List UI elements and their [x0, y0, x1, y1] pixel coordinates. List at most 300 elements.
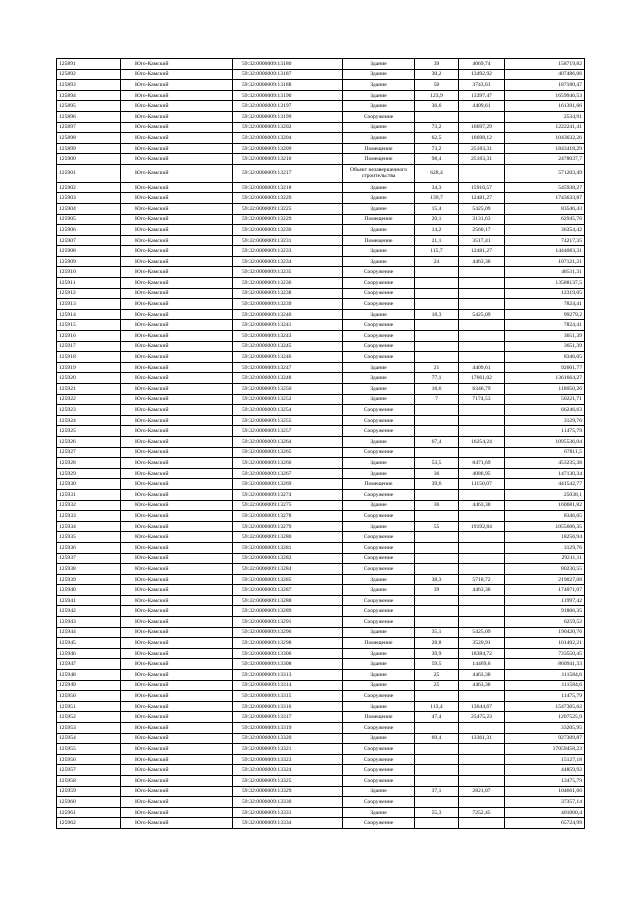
district-cell: Юго-Камский: [121, 458, 233, 469]
object-type-cell: Здание: [343, 807, 415, 818]
cadastral-value-cell: 7824,41: [505, 299, 585, 310]
district-cell: Юго-Камский: [121, 225, 233, 236]
cadastral-number-cell: 59:32:0000009:13209: [233, 143, 343, 154]
table-row: [57, 143, 585, 154]
cadastral-value-cell: 83546,43: [505, 203, 585, 214]
table-row: [57, 436, 585, 447]
row-number-cell: 125918: [57, 352, 121, 363]
unit-value-cell: 15916,57: [459, 182, 505, 193]
district-cell: Юго-Камский: [121, 341, 233, 352]
cadastral-value-cell: 8346,05: [505, 511, 585, 522]
table-row: [57, 765, 585, 776]
area-cell: [415, 542, 459, 553]
object-type-cell: Сооружение: [343, 765, 415, 776]
cadastral-number-cell: 59:32:0000009:13204: [233, 133, 343, 144]
object-type-cell: Сооружение: [343, 797, 415, 808]
row-number-cell: 125931: [57, 489, 121, 500]
row-number-cell: 125949: [57, 680, 121, 691]
area-cell: [415, 797, 459, 808]
row-number-cell: 125901: [57, 164, 121, 182]
cadastral-value-cell: 160681,82: [505, 500, 585, 511]
table-row: [57, 723, 585, 734]
object-type-cell: Сооружение: [343, 775, 415, 786]
row-number-cell: 125961: [57, 807, 121, 818]
cadastral-number-cell: 59:32:0000009:13254: [233, 405, 343, 416]
district-cell: Юго-Камский: [121, 143, 233, 154]
unit-value-cell: 16697,29: [459, 122, 505, 133]
area-cell: 7: [415, 394, 459, 405]
row-number-cell: 125951: [57, 701, 121, 712]
object-type-cell: Здание: [343, 521, 415, 532]
object-type-cell: Здание: [343, 733, 415, 744]
cadastral-number-cell: 59:32:0000009:13229: [233, 214, 343, 225]
unit-value-cell: 3743,61: [459, 80, 505, 91]
table-row: [57, 659, 585, 670]
unit-value-cell: [459, 415, 505, 426]
cadastral-value-cell: 66246,63: [505, 405, 585, 416]
cadastral-number-cell: 59:32:0000009:13245: [233, 341, 343, 352]
cadastral-value-cell: 219027,08: [505, 574, 585, 585]
cadastral-value-cell: 3651,39: [505, 331, 585, 342]
unit-value-cell: 25475,23: [459, 712, 505, 723]
row-number-cell: 125910: [57, 267, 121, 278]
unit-value-cell: [459, 299, 505, 310]
cadastral-number-cell: 59:32:0000009:13325: [233, 775, 343, 786]
area-cell: 47,4: [415, 712, 459, 723]
cadastral-number-cell: 59:32:0000009:13285: [233, 574, 343, 585]
table-row: [57, 733, 585, 744]
area-cell: 139,7: [415, 193, 459, 204]
unit-value-cell: [459, 489, 505, 500]
cadastral-number-cell: 59:32:0000009:13246: [233, 352, 343, 363]
row-number-cell: 125923: [57, 405, 121, 416]
district-cell: Юго-Камский: [121, 606, 233, 617]
cadastral-number-cell: 59:32:0000009:13278: [233, 511, 343, 522]
table-row: [57, 193, 585, 204]
table-row: [57, 267, 585, 278]
cadastral-value-cell: 111584,6: [505, 680, 585, 691]
object-type-cell: Здание: [343, 203, 415, 214]
district-cell: Юго-Камский: [121, 203, 233, 214]
unit-value-cell: 5425,09: [459, 203, 505, 214]
cadastral-number-cell: 59:32:0000009:13217: [233, 164, 343, 182]
object-type-cell: Сооружение: [343, 288, 415, 299]
object-type-cell: Здание: [343, 394, 415, 405]
unit-value-cell: [459, 542, 505, 553]
table-row: [57, 670, 585, 681]
unit-value-cell: [459, 111, 505, 122]
object-type-cell: Здание: [343, 384, 415, 395]
cadastral-value-cell: 190420,76: [505, 627, 585, 638]
district-cell: Юго-Камский: [121, 723, 233, 734]
object-type-cell: Сооружение: [343, 723, 415, 734]
cadastral-value-cell: 3129,76: [505, 542, 585, 553]
object-type-cell: Здание: [343, 786, 415, 797]
cadastral-number-cell: 59:32:0000009:13230: [233, 225, 343, 236]
cadastral-value-cell: 15127,18: [505, 754, 585, 765]
district-cell: Юго-Камский: [121, 288, 233, 299]
table-row: [57, 225, 585, 236]
row-number-cell: 125960: [57, 797, 121, 808]
row-number-cell: 125905: [57, 214, 121, 225]
district-cell: Юго-Камский: [121, 733, 233, 744]
cadastral-value-cell: 104661,66: [505, 786, 585, 797]
table-row: [57, 122, 585, 133]
row-number-cell: 125950: [57, 691, 121, 702]
row-number-cell: 125958: [57, 775, 121, 786]
area-cell: 50: [415, 80, 459, 91]
district-cell: Юго-Камский: [121, 193, 233, 204]
object-type-cell: Сооружение: [343, 267, 415, 278]
row-number-cell: 125891: [57, 59, 121, 70]
table-row: [57, 511, 585, 522]
cadastral-number-cell: 59:32:0000009:13199: [233, 111, 343, 122]
cadastral-number-cell: 59:32:0000009:13314: [233, 680, 343, 691]
cadastral-value-cell: 187180,47: [505, 80, 585, 91]
table-row: [57, 638, 585, 649]
table-row: [57, 69, 585, 80]
area-cell: 55,3: [415, 807, 459, 818]
area-cell: 73,2: [415, 122, 459, 133]
table-row: [57, 701, 585, 712]
district-cell: Юго-Камский: [121, 133, 233, 144]
district-cell: Юго-Камский: [121, 807, 233, 818]
district-cell: Юго-Камский: [121, 574, 233, 585]
district-cell: Юго-Камский: [121, 373, 233, 384]
table-row: [57, 574, 585, 585]
row-number-cell: 125913: [57, 299, 121, 310]
cadastral-number-cell: 59:32:0000009:13298: [233, 638, 343, 649]
cadastral-value-cell: 25038,1: [505, 489, 585, 500]
object-type-cell: Сооружение: [343, 426, 415, 437]
district-cell: Юго-Камский: [121, 712, 233, 723]
district-cell: Юго-Камский: [121, 659, 233, 670]
row-number-cell: 125940: [57, 585, 121, 596]
table-row: [57, 744, 585, 755]
cadastral-value-cell: 1043632,26: [505, 133, 585, 144]
unit-value-cell: [459, 797, 505, 808]
table-row: [57, 818, 585, 829]
unit-value-cell: [459, 447, 505, 458]
cadastral-value-cell: 11475,79: [505, 426, 585, 437]
cadastral-value-cell: 29211,11: [505, 553, 585, 564]
district-cell: Юго-Камский: [121, 246, 233, 257]
area-cell: [415, 447, 459, 458]
area-cell: 39,6: [415, 479, 459, 490]
cadastral-value-cell: 13588137,5: [505, 278, 585, 289]
object-type-cell: Сооружение: [343, 532, 415, 543]
cadastral-value-cell: 545938,27: [505, 182, 585, 193]
unit-value-cell: [459, 595, 505, 606]
object-type-cell: Здание: [343, 101, 415, 112]
area-cell: 38,3: [415, 574, 459, 585]
row-number-cell: 125959: [57, 786, 121, 797]
cadastral-value-cell: 158719,82: [505, 59, 585, 70]
cadastral-number-cell: 59:32:0000009:13248: [233, 373, 343, 384]
cadastral-value-cell: 407486,06: [505, 69, 585, 80]
unit-value-cell: 19192,84: [459, 521, 505, 532]
table-row: [57, 797, 585, 808]
cadastral-number-cell: 59:32:0000009:13252: [233, 394, 343, 405]
cadastral-value-cell: 107121,21: [505, 256, 585, 267]
cadastral-value-cell: 441542,77: [505, 479, 585, 490]
area-cell: 59,5: [415, 659, 459, 670]
table-row: [57, 341, 585, 352]
district-cell: Юго-Камский: [121, 489, 233, 500]
cadastral-value-cell: 1743633,87: [505, 193, 585, 204]
object-type-cell: Здание: [343, 246, 415, 257]
district-cell: Юго-Камский: [121, 278, 233, 289]
table-row: [57, 320, 585, 331]
area-cell: [415, 744, 459, 755]
unit-value-cell: 2560,17: [459, 225, 505, 236]
row-number-cell: 125926: [57, 436, 121, 447]
cadastral-value-cell: 62945,76: [505, 214, 585, 225]
object-type-cell: Сооружение: [343, 511, 415, 522]
area-cell: 25: [415, 680, 459, 691]
area-cell: 34,3: [415, 182, 459, 193]
table-row: [57, 617, 585, 628]
district-cell: Юго-Камский: [121, 468, 233, 479]
area-cell: 25: [415, 670, 459, 681]
table-row: [57, 754, 585, 765]
object-type-cell: Здание: [343, 574, 415, 585]
area-cell: [415, 606, 459, 617]
cadastral-number-cell: 59:32:0000009:13264: [233, 436, 343, 447]
object-type-cell: Сооружение: [343, 415, 415, 426]
row-number-cell: 125903: [57, 193, 121, 204]
area-cell: 39: [415, 585, 459, 596]
area-cell: 18,3: [415, 309, 459, 320]
cadastral-number-cell: 59:32:0000009:13289: [233, 606, 343, 617]
object-type-cell: Сооружение: [343, 352, 415, 363]
object-type-cell: Здание: [343, 458, 415, 469]
cadastral-number-cell: 59:32:0000009:13235: [233, 267, 343, 278]
unit-value-cell: 16254,24: [459, 436, 505, 447]
unit-value-cell: [459, 564, 505, 575]
cadastral-number-cell: 59:32:0000009:13266: [233, 458, 343, 469]
area-cell: 53,5: [415, 458, 459, 469]
area-cell: [415, 617, 459, 628]
district-cell: Юго-Камский: [121, 670, 233, 681]
unit-value-cell: [459, 331, 505, 342]
district-cell: Юго-Камский: [121, 214, 233, 225]
table-row: [57, 807, 585, 818]
row-number-cell: 125902: [57, 182, 121, 193]
district-cell: Юго-Камский: [121, 648, 233, 659]
cadastral-value-cell: 99279,2: [505, 309, 585, 320]
object-type-cell: Здание: [343, 193, 415, 204]
object-type-cell: Помещение: [343, 214, 415, 225]
cadastral-value-cell: 12319,05: [505, 288, 585, 299]
table-row: [57, 786, 585, 797]
district-cell: Юго-Камский: [121, 164, 233, 182]
object-type-cell: Сооружение: [343, 595, 415, 606]
unit-value-cell: [459, 278, 505, 289]
cadastral-value-cell: 18256,94: [505, 532, 585, 543]
area-cell: [415, 818, 459, 829]
district-cell: Юго-Камский: [121, 384, 233, 395]
row-number-cell: 125942: [57, 606, 121, 617]
cadastral-number-cell: 59:32:0000009:13243: [233, 331, 343, 342]
area-cell: 69,4: [415, 733, 459, 744]
cadastral-value-cell: 453235,38: [505, 458, 585, 469]
area-cell: [415, 288, 459, 299]
object-type-cell: Сооружение: [343, 111, 415, 122]
district-cell: Юго-Камский: [121, 786, 233, 797]
area-cell: [415, 532, 459, 543]
object-type-cell: Сооружение: [343, 691, 415, 702]
row-number-cell: 125929: [57, 468, 121, 479]
row-number-cell: 125909: [57, 256, 121, 267]
table-row: [57, 90, 585, 101]
district-cell: Юго-Камский: [121, 754, 233, 765]
row-number-cell: 125954: [57, 733, 121, 744]
district-cell: Юго-Камский: [121, 362, 233, 373]
table-row: [57, 415, 585, 426]
cadastral-value-cell: 401060,4: [505, 807, 585, 818]
object-type-cell: Здание: [343, 701, 415, 712]
table-row: [57, 373, 585, 384]
cadastral-value-cell: 11997,42: [505, 595, 585, 606]
district-cell: Юго-Камский: [121, 256, 233, 267]
area-cell: 18,6: [415, 384, 459, 395]
unit-value-cell: 25183,31: [459, 143, 505, 154]
table-row: [57, 458, 585, 469]
row-number-cell: 125933: [57, 511, 121, 522]
cadastral-value-cell: 2478037,7: [505, 154, 585, 165]
cadastral-number-cell: 59:32:0000009:13319: [233, 723, 343, 734]
row-number-cell: 125920: [57, 373, 121, 384]
object-type-cell: Здание: [343, 585, 415, 596]
unit-value-cell: [459, 691, 505, 702]
unit-value-cell: [459, 288, 505, 299]
row-number-cell: 125907: [57, 235, 121, 246]
table-row: [57, 775, 585, 786]
district-cell: Юго-Камский: [121, 299, 233, 310]
cadastral-value-cell: 67811,5: [505, 447, 585, 458]
cadastral-value-table: [56, 58, 585, 829]
cadastral-number-cell: 59:32:0000009:13218: [233, 182, 343, 193]
table-row: [57, 101, 585, 112]
unit-value-cell: 8471,69: [459, 458, 505, 469]
area-cell: 628,4: [415, 164, 459, 182]
cadastral-value-cell: 1547305,62: [505, 701, 585, 712]
cadastral-number-cell: 59:32:0000009:13257: [233, 426, 343, 437]
row-number-cell: 125943: [57, 617, 121, 628]
district-cell: Юго-Камский: [121, 775, 233, 786]
row-number-cell: 125934: [57, 521, 121, 532]
unit-value-cell: 13361,31: [459, 733, 505, 744]
cadastral-value-cell: 8346,05: [505, 352, 585, 363]
cadastral-number-cell: 59:32:0000009:13240: [233, 309, 343, 320]
unit-value-cell: [459, 765, 505, 776]
district-cell: Юго-Камский: [121, 122, 233, 133]
cadastral-value-cell: 11475,79: [505, 691, 585, 702]
area-cell: [415, 765, 459, 776]
row-number-cell: 125944: [57, 627, 121, 638]
table-row: [57, 182, 585, 193]
district-cell: Юго-Камский: [121, 59, 233, 70]
cadastral-number-cell: 59:32:0000009:13238: [233, 288, 343, 299]
object-type-cell: Помещение: [343, 235, 415, 246]
unit-value-cell: [459, 818, 505, 829]
table-row: [57, 384, 585, 395]
cadastral-value-cell: 1055606,35: [505, 521, 585, 532]
table-row: [57, 111, 585, 122]
row-number-cell: 125939: [57, 574, 121, 585]
area-cell: 15,4: [415, 203, 459, 214]
unit-value-cell: [459, 405, 505, 416]
area-cell: [415, 564, 459, 575]
unit-value-cell: [459, 553, 505, 564]
area-cell: [415, 341, 459, 352]
unit-value-cell: 14469,6: [459, 659, 505, 670]
cadastral-number-cell: 59:32:0000009:13287: [233, 585, 343, 596]
area-cell: [415, 320, 459, 331]
district-cell: Юго-Камский: [121, 564, 233, 575]
cadastral-value-cell: 65724,99: [505, 818, 585, 829]
row-number-cell: 125896: [57, 111, 121, 122]
table-row: [57, 80, 585, 91]
object-type-cell: Здание: [343, 133, 415, 144]
cadastral-value-cell: 2534,91: [505, 111, 585, 122]
unit-value-cell: 25183,31: [459, 154, 505, 165]
cadastral-value-cell: 1444083,31: [505, 246, 585, 257]
row-number-cell: 125930: [57, 479, 121, 490]
object-type-cell: Сооружение: [343, 564, 415, 575]
unit-value-cell: 3517,41: [459, 235, 505, 246]
cadastral-value-cell: 174071,07: [505, 585, 585, 596]
cadastral-value-cell: 1659946,53: [505, 90, 585, 101]
district-cell: Юго-Камский: [121, 542, 233, 553]
unit-value-cell: [459, 267, 505, 278]
object-type-cell: Здание: [343, 122, 415, 133]
table-row: [57, 309, 585, 320]
unit-value-cell: 7252,45: [459, 807, 505, 818]
cadastral-value-cell: 1095536,04: [505, 436, 585, 447]
unit-value-cell: 12481,27: [459, 193, 505, 204]
unit-value-cell: 5425,09: [459, 627, 505, 638]
area-cell: 36,6: [415, 101, 459, 112]
row-number-cell: 125894: [57, 90, 121, 101]
cadastral-number-cell: 59:32:0000009:13234: [233, 256, 343, 267]
row-number-cell: 125946: [57, 648, 121, 659]
cadastral-number-cell: 59:32:0000009:13197: [233, 101, 343, 112]
object-type-cell: Здание: [343, 627, 415, 638]
table-row: [57, 203, 585, 214]
cadastral-number-cell: 59:32:0000009:13186: [233, 59, 343, 70]
table-row: [57, 256, 585, 267]
table-row: [57, 627, 585, 638]
object-type-cell: Здание: [343, 362, 415, 373]
cadastral-number-cell: 59:32:0000009:13241: [233, 320, 343, 331]
cadastral-value-cell: 3129,76: [505, 415, 585, 426]
area-cell: [415, 352, 459, 363]
row-number-cell: 125921: [57, 384, 121, 395]
object-type-cell: Сооружение: [343, 744, 415, 755]
area-cell: [415, 723, 459, 734]
cadastral-number-cell: 59:32:0000009:13331: [233, 807, 343, 818]
table-row: [57, 595, 585, 606]
district-cell: Юго-Камский: [121, 405, 233, 416]
cadastral-number-cell: 59:32:0000009:13233: [233, 246, 343, 257]
district-cell: Юго-Камский: [121, 511, 233, 522]
row-number-cell: 125947: [57, 659, 121, 670]
cadastral-value-cell: 7824,41: [505, 320, 585, 331]
cadastral-number-cell: 59:32:0000009:13321: [233, 744, 343, 755]
table-row: [57, 521, 585, 532]
